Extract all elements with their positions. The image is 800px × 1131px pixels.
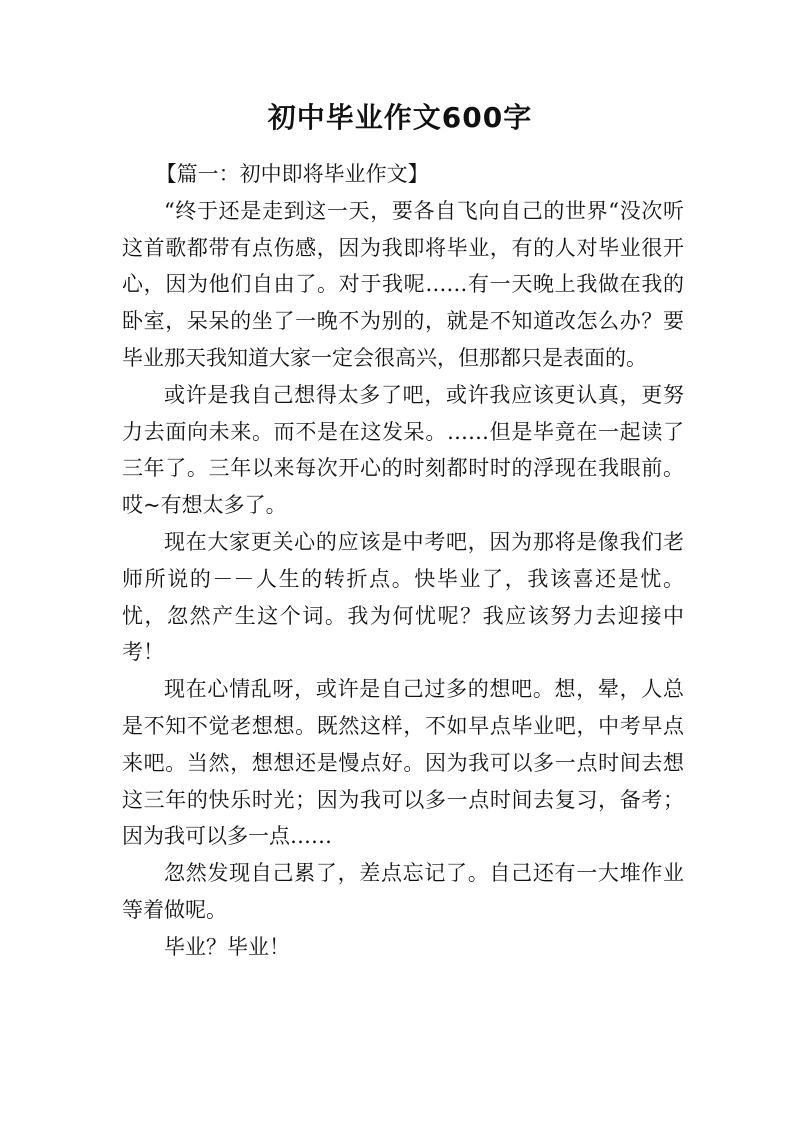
document-body	[122, 156, 684, 966]
paragraph-6: 毕业？毕业！	[164, 934, 290, 959]
paragraph-5: 忽然发现自己累了，差点忘记了。自己还有一大堆作业等着做呢。	[122, 861, 684, 922]
paragraph-2: 或许是我自己想得太多了吧，或许我应该更认真，更努力去面向未来。而不是在这发呆。……但是毕竟在一起读了三年了。三年以来每次开心的时刻都时时的浮现在我眼前。哎~有想太多了。	[122, 382, 684, 518]
paragraph-3: 现在大家更关心的应该是中考吧，因为那将是像我们老师所说的－－人生的转折点。快毕业了，我该喜还是忧。忧，忽然产生这个词。我为何忧呢？我应该努力去迎接中考！	[122, 529, 684, 665]
document-title: 初中毕业作文600字	[267, 101, 533, 134]
paragraph-4: 现在心情乱呀，或许是自己过多的想吧。想，晕，人总是不知不觉老想想。既然这样，不如早点毕业吧，中考早点来吧。当然，想想还是慢点好。因为我可以多一点时间去想这三年的快乐时光；因为我可以多一点时间去复习，备考；因为我可以多一点……	[122, 677, 684, 849]
section-heading: 【篇一：初中即将毕业作文】	[155, 162, 429, 186]
paragraph-1: “终于还是走到这一天，要各自飞向自己的世界“没次听这首歌都带有点伤感，因为我即将毕业，有的人对毕业很开心，因为他们自由了。对于我呢……有一天晚上我做在我的卧室，呆呆的坐了一晚不为别的，就是不知道改怎么办？要毕业那天我知道大家一定会很高兴，但那都只是表面的。	[122, 198, 684, 370]
